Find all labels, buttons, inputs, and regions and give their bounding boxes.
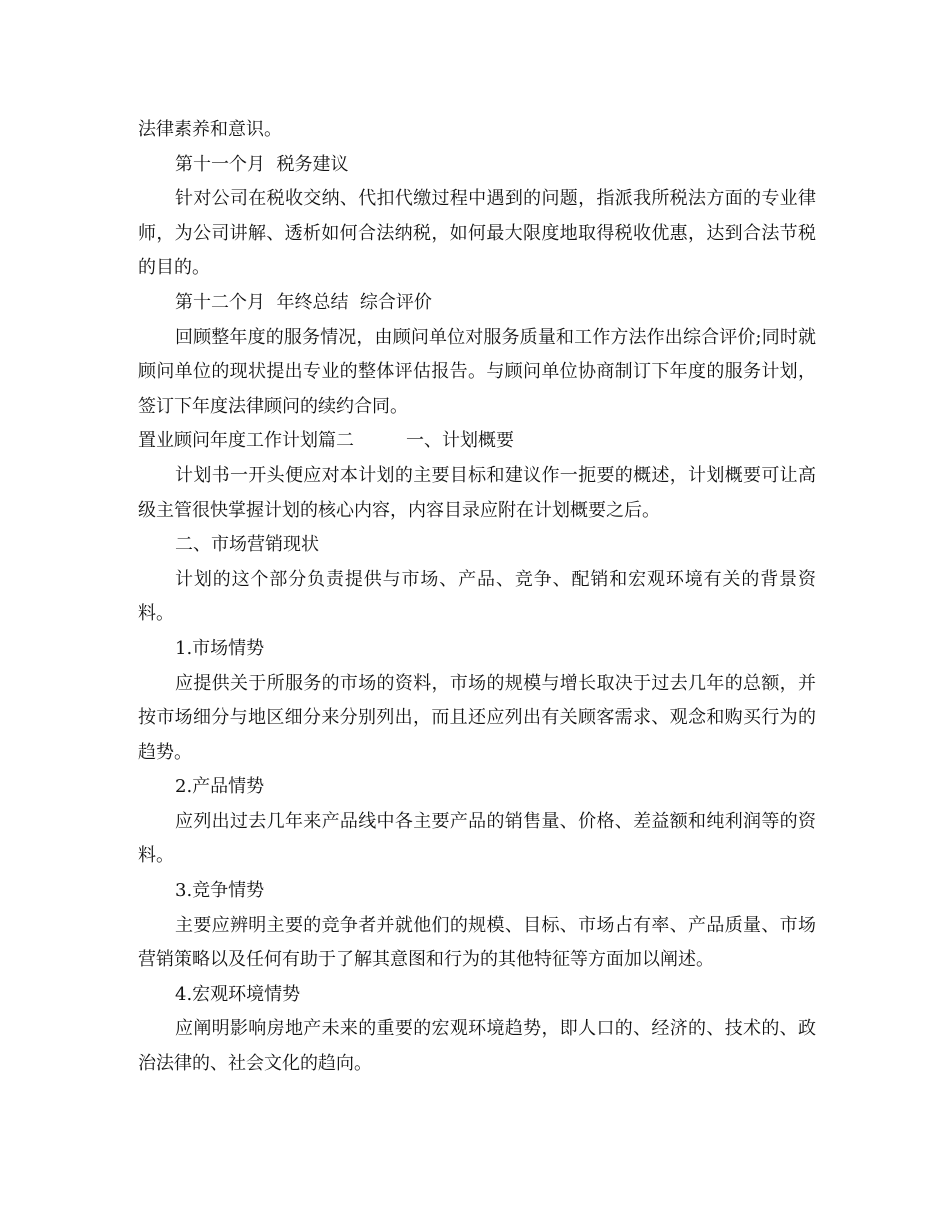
subheading-competition-situation: 3.竞争情势 (175, 880, 265, 902)
paragraph-macro-environment: 应阐明影响房地产未来的重要的宏观环境趋势，即人口的、经济的、技术的、政治法律的、社会文化的趋向。 (138, 1018, 816, 1075)
paragraph-product-situation: 应列出过去几年来产品线中各主要产品的销售量、价格、差益额和纯利润等的资料。 (138, 810, 816, 867)
subheading-macro-environment: 4.宏观环境情势 (175, 983, 301, 1005)
article-heading (138, 424, 816, 459)
paragraph-plan-summary: 计划书一开头便应对本计划的主要目标和建议作一扼要的概述，计划概要可让高级主管很快掌握计划的核心内容，内容目录应附在计划概要之后。 (138, 464, 816, 521)
section-heading-market-status: 二、市场营销现状 (175, 534, 319, 556)
subheading-market-situation: 1.市场情势 (175, 637, 265, 659)
paragraph-year-end-summary: 回顾整年度的服务情况，由顾问单位对服务质量和工作方法作出综合评价;同时就顾问单位的现状提出专业的整体评估报告。与顾问单位协商制订下年度的服务计划，签订下年度法律顾问的续约合同。 (138, 326, 816, 417)
paragraph-market-situation: 应提供关于所服务的市场的资料，市场的规模与增长取决于过去几年的总额，并按市场细分与地区细分来分别列出，而且还应列出有关顾客需求、观念和购买行为的趋势。 (138, 672, 816, 763)
paragraph-1: 法律素养和意识。 (138, 119, 282, 140)
section-heading-month-12: 第十二个月 年终总结 综合评价 (175, 291, 432, 313)
document-body (138, 113, 816, 1082)
paragraph-tax-advice: 针对公司在税收交纳、代扣代缴过程中遇到的问题，指派我所税法方面的专业律师，为公司讲解、透析如何合法纳税，如何最大限度地取得税收优惠，达到合法节税的目的。 (138, 188, 816, 279)
section-heading-plan-summary: 一、计划概要 (406, 430, 514, 452)
subheading-product-situation: 2.产品情势 (175, 776, 265, 798)
paragraph-competition-situation: 主要应辨明主要的竞争者并就他们的规模、目标、市场占有率、产品质量、市场营销策略以及任何有助于了解其意图和行为的其他特征等方面加以阐述。 (138, 914, 816, 971)
article-title: 置业顾问年度工作计划篇二 (138, 430, 354, 452)
section-heading-month-11: 第十一个月 税务建议 (175, 153, 349, 175)
paragraph-market-status: 计划的这个部分负责提供与市场、产品、竞争、配销和宏观环境有关的背景资料。 (138, 568, 816, 625)
